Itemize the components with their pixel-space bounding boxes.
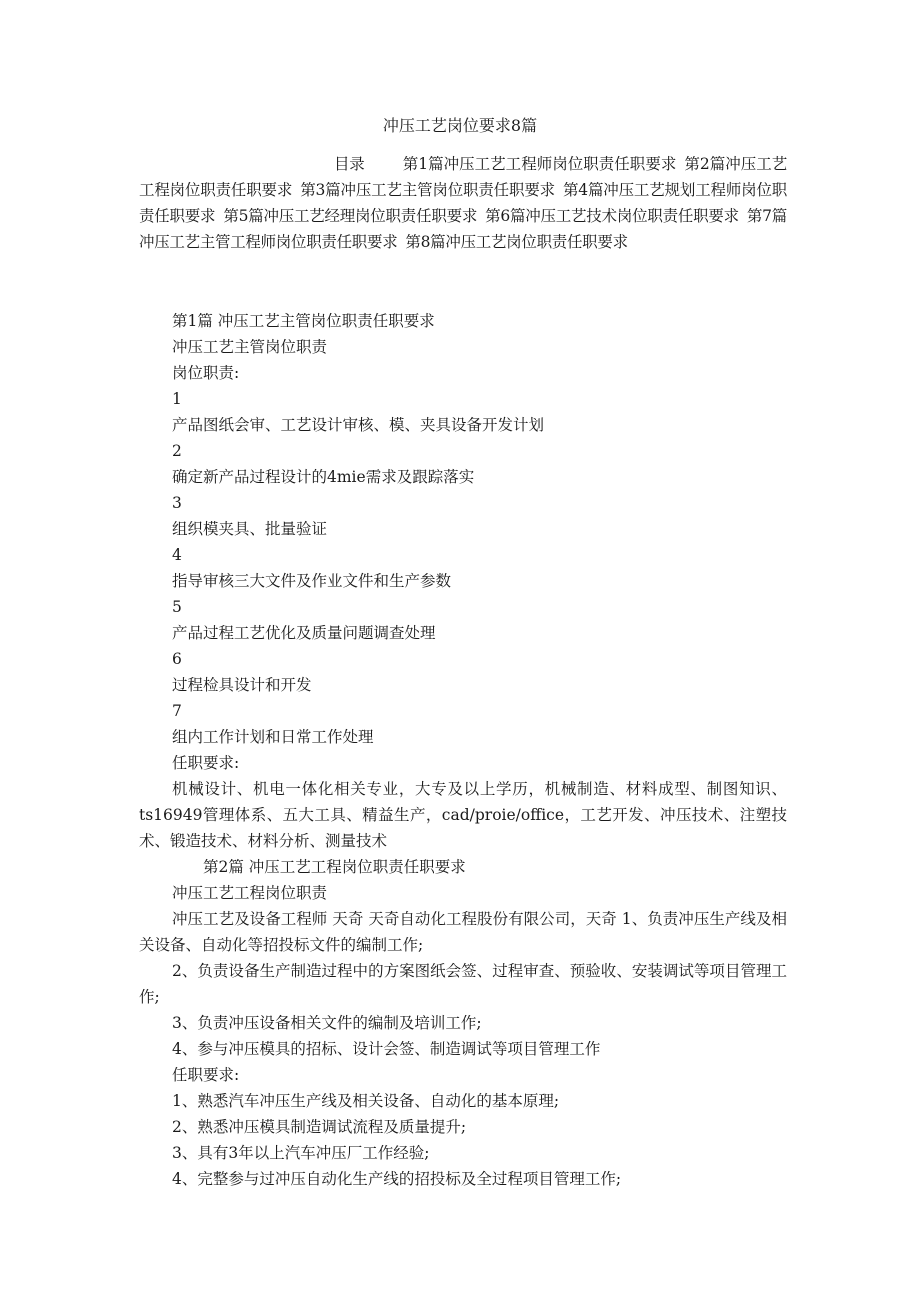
section-2-requirements-label: 任职要求: bbox=[172, 1066, 240, 1084]
duty-number: 3 bbox=[172, 494, 182, 512]
duty-number: 1 bbox=[172, 390, 182, 408]
section-2-requirement: 1、熟悉汽车冲压生产线及相关设备、自动化的基本原理; bbox=[172, 1092, 560, 1110]
section-2-requirement: 2、熟悉冲压模具制造调试流程及质量提升; bbox=[172, 1118, 467, 1136]
document-title: 冲压工艺岗位要求8篇 bbox=[382, 116, 538, 135]
duty-text: 指导审核三大文件及作业文件和生产参数 bbox=[172, 572, 452, 590]
section-1-heading: 第1篇 冲压工艺主管岗位职责任职要求 bbox=[172, 312, 435, 330]
duties-label: 岗位职责: bbox=[172, 364, 240, 382]
section-2-subtitle: 冲压工艺工程岗位职责 bbox=[172, 884, 328, 902]
duty-number: 2 bbox=[172, 442, 182, 460]
section-2-requirement: 4、完整参与过冲压自动化生产线的招投标及全过程项目管理工作; bbox=[172, 1170, 622, 1188]
duty-number: 4 bbox=[172, 546, 182, 564]
duty-text: 产品过程工艺优化及质量问题调查处理 bbox=[172, 624, 436, 642]
section-2-intro: 冲压工艺及设备工程师 天奇 天奇自动化工程股份有限公司，天奇 1、负责冲压生产线及相关设备、自动化等招投标文件的编制工作; bbox=[139, 910, 787, 954]
requirements-paragraph: 机械设计、机电一体化相关专业，大专及以上学历，机械制造、材料成型、制图知识、ts16949管理体系、五大工具、精益生产，cad/proie/office，工艺开发、冲压技术、注塑技术、锻造技术、材料分析、测量技术 bbox=[139, 780, 787, 850]
table-of-contents bbox=[139, 151, 787, 255]
duty-number: 7 bbox=[172, 702, 182, 720]
toc-entry[interactable]: 第1篇冲压工艺工程师岗位职责任职要求 bbox=[402, 155, 677, 173]
toc-entry[interactable]: 第8篇冲压工艺岗位职责任职要求 bbox=[405, 233, 628, 251]
requirements-label: 任职要求: bbox=[172, 754, 240, 772]
toc-entry[interactable]: 第4篇冲压工艺规划工程师岗位职责任职要求 bbox=[139, 181, 787, 225]
toc-label: 目录 bbox=[334, 155, 365, 173]
toc-entry[interactable]: 第3篇冲压工艺主管岗位职责任职要求 bbox=[300, 181, 555, 199]
section-2-requirement: 3、具有3年以上汽车冲压厂工作经验; bbox=[172, 1144, 430, 1162]
toc-entry[interactable]: 第5篇冲压工艺经理岗位职责任职要求 bbox=[223, 207, 478, 225]
duty-text: 组织模夹具、批量验证 bbox=[172, 520, 328, 538]
toc-entry[interactable]: 第7篇冲压工艺主管工程师岗位职责任职要求 bbox=[139, 207, 787, 251]
toc-entry[interactable]: 第2篇冲压工艺工程岗位职责任职要求 bbox=[139, 155, 787, 199]
duty-text: 过程检具设计和开发 bbox=[172, 676, 312, 694]
section-2-duty: 3、负责冲压设备相关文件的编制及培训工作; bbox=[172, 1014, 482, 1032]
duty-number: 6 bbox=[172, 650, 182, 668]
toc-entry[interactable]: 第6篇冲压工艺技术岗位职责任职要求 bbox=[485, 207, 739, 225]
section-2-duty: 4、参与冲压模具的招标、设计会签、制造调试等项目管理工作 bbox=[172, 1040, 601, 1058]
duty-text: 组内工作计划和日常工作处理 bbox=[172, 728, 374, 746]
duty-text: 确定新产品过程设计的4mie需求及跟踪落实 bbox=[172, 468, 475, 486]
document-body bbox=[139, 308, 787, 1192]
section-2-duty: 2、负责设备生产制造过程中的方案图纸会签、过程审查、预验收、安装调试等项目管理工作; bbox=[139, 962, 787, 1006]
duty-text: 产品图纸会审、工艺设计审核、模、夹具设备开发计划 bbox=[172, 416, 545, 434]
duty-number: 5 bbox=[172, 598, 182, 616]
section-2-heading: 第2篇 冲压工艺工程岗位职责任职要求 bbox=[203, 858, 466, 876]
section-1-subtitle: 冲压工艺主管岗位职责 bbox=[172, 338, 328, 356]
